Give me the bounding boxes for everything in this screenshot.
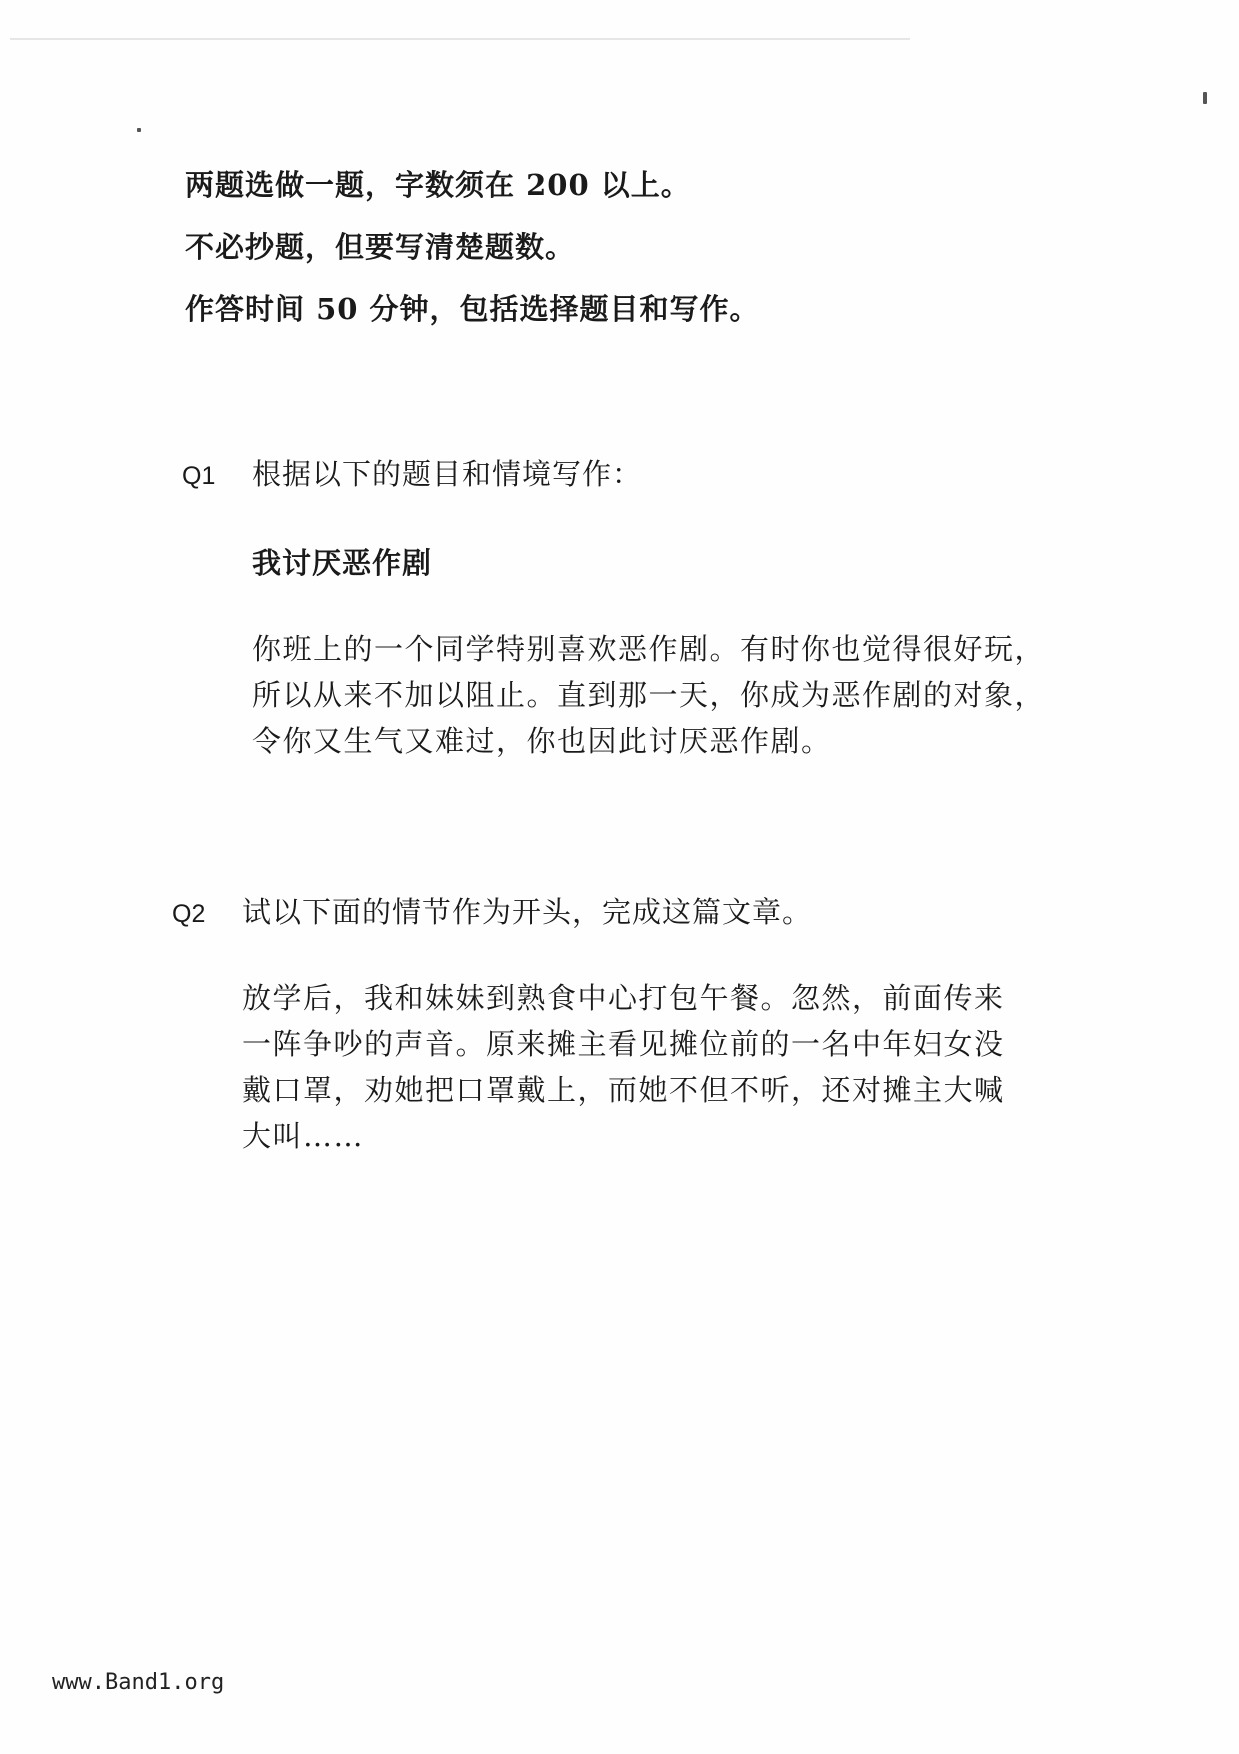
scenario-line: 你班上的一个同学特别喜欢恶作剧。有时你也觉得很好玩， [252, 632, 1046, 666]
instruction-line: 不必抄题，但要写清楚题数。 [185, 230, 576, 264]
instruction-line: 两题选做一题，字数须在 200 以上。 [185, 168, 691, 202]
scan-artifact-dot [137, 128, 141, 132]
scan-artifact-line [10, 38, 910, 40]
scenario-line: 令你又生气又难过，你也因此讨厌恶作剧。 [252, 724, 832, 758]
instructions-block [185, 165, 1085, 351]
question-label: Q2 [172, 900, 206, 928]
passage-line: 戴口罩，劝她把口罩戴上，而她不但不听，还对摊主大喊 [242, 1073, 1005, 1107]
passage-line: 一阵争吵的声音。原来摊主看见摊位前的一名中年妇女没 [242, 1027, 1005, 1061]
question-opening-passage [242, 975, 1082, 1159]
passage-line: 放学后，我和妹妹到熟食中心打包午餐。忽然，前面传来 [242, 981, 1005, 1015]
passage-line: 大叫…… [242, 1119, 365, 1153]
essay-title: 我讨厌恶作剧 [252, 546, 433, 580]
scan-artifact-mark [1203, 92, 1207, 104]
question-scenario [252, 626, 1092, 764]
question-2 [172, 890, 1122, 1159]
instruction-line: 作答时间 50 分钟，包括选择题目和写作。 [185, 292, 760, 326]
question-1 [182, 452, 1132, 764]
scenario-line: 所以从来不加以阻止。直到那一天，你成为恶作剧的对象， [252, 678, 1046, 712]
question-prompt: 试以下面的情节作为开头，完成这篇文章。 [242, 895, 813, 929]
question-prompt: 根据以下的题目和情境写作： [252, 457, 643, 491]
question-label: Q1 [182, 462, 216, 490]
footer-website: www.Band1.org [52, 1670, 225, 1695]
